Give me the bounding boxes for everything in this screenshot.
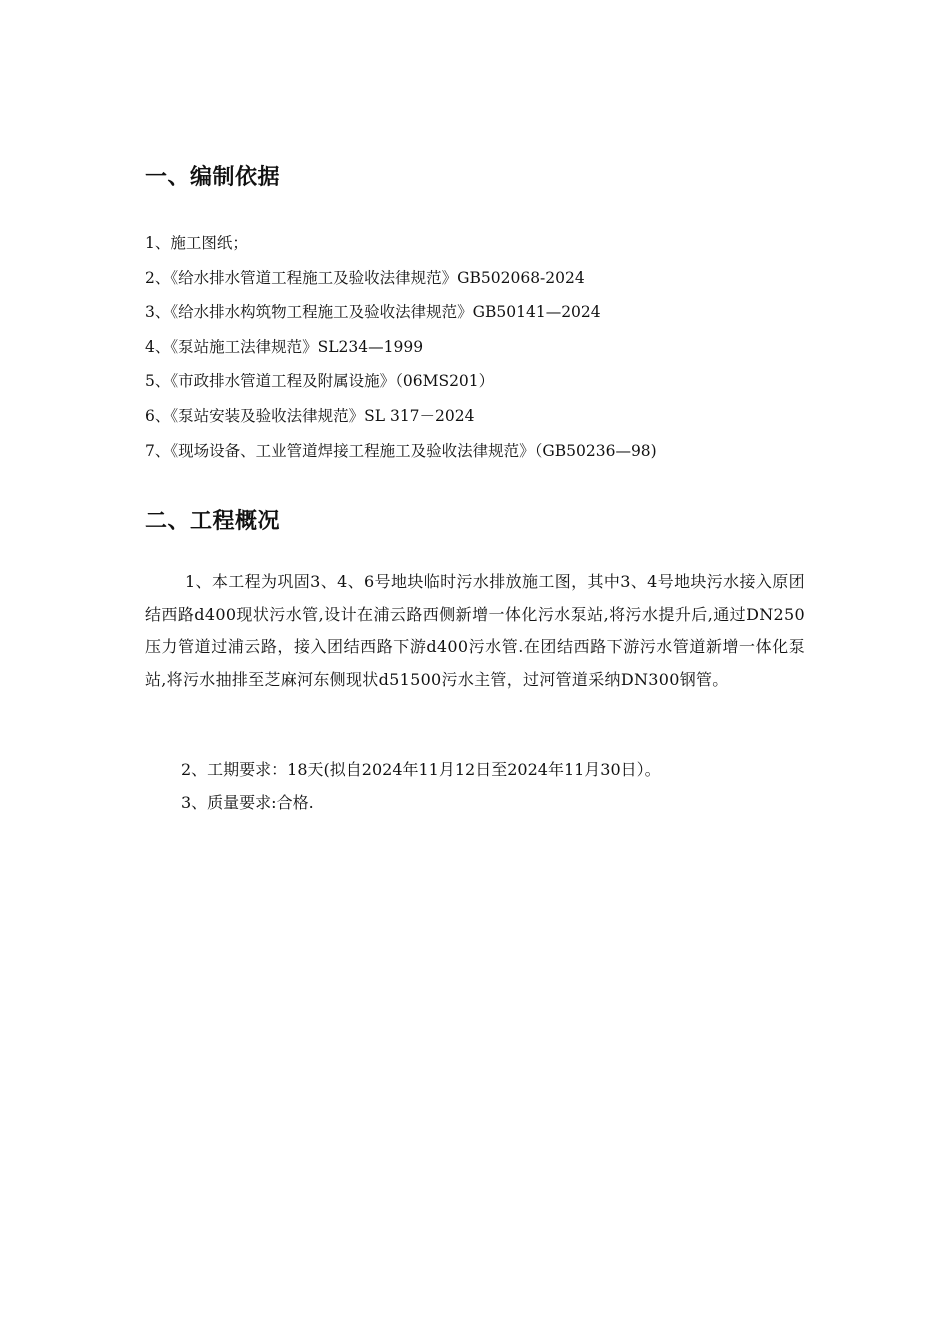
- project-description-paragraph: 1、本工程为巩固3、4、6号地块临时污水排放施工图，其中3、4号地块污水接入原团结西路d400现状污水管,设计在浦云路西侧新增一体化污水泵站,将污水提升后,通过DN250压力管道过浦云路，接入团结西路下游d400污水管.在团结西路下游污水管道新增一体化泵站,将污水抽排至芝麻河东侧现状d51500污水主管，过河管道采纳DN300钢管。: [145, 572, 805, 689]
- schedule-requirement: 2、工期要求：18天(拟自2024年11月12日至2024年11月30日）。: [181, 760, 661, 779]
- reference-item: 7、《现场设备、工业管道焊接工程施工及验收法律规范》（GB50236—98): [145, 441, 657, 460]
- reference-item: 6、《泵站安装及验收法律规范》SL 317－2024: [145, 406, 475, 425]
- reference-item: 4、《泵站施工法律规范》SL234—1999: [145, 337, 424, 356]
- section-heading-compilation-basis: 一、编制依据: [145, 165, 281, 190]
- reference-item: 5、《市政排水管道工程及附属设施》（06MS201）: [145, 372, 495, 391]
- section-heading-project-overview: 二、工程概况: [145, 509, 281, 534]
- reference-item: 3、《给水排水构筑物工程施工及验收法律规范》GB50141—2024: [145, 303, 601, 322]
- quality-requirement: 3、质量要求:合格.: [181, 793, 314, 812]
- reference-item: 1、施工图纸；: [145, 234, 248, 252]
- reference-item: 2、《给水排水管道工程施工及验收法律规范》GB502068-2024: [145, 268, 585, 287]
- reference-list: [145, 226, 825, 468]
